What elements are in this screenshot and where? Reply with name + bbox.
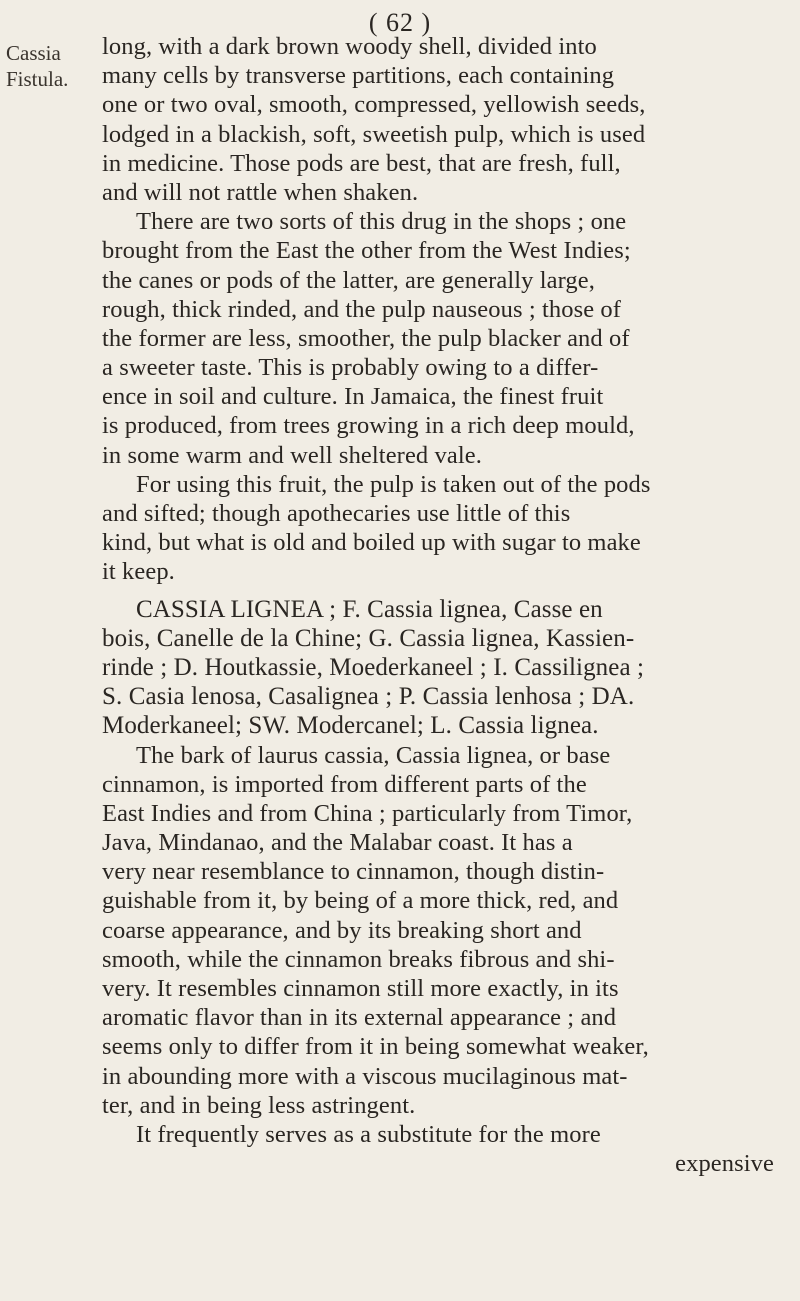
text-line: For using this fruit, the pulp is taken out of the pods bbox=[136, 470, 651, 498]
text-line: Java, Mindanao, and the Malabar coast. It has a bbox=[102, 829, 573, 857]
text-line: and will not rattle when shaken. bbox=[102, 178, 419, 206]
text-line: a sweeter taste. This is probably owing to a differ- bbox=[102, 354, 599, 382]
text-line: is produced, from trees growing in a rich deep mould, bbox=[102, 412, 635, 440]
text-line: long, with a dark brown woody shell, divided into bbox=[102, 33, 597, 60]
text-line: There are two sorts of this drug in the shops ; one bbox=[136, 208, 627, 236]
entry-heading-line: rinde ; D. Houtkassie, Moederkaneel ; I. Cassilignea ; bbox=[102, 653, 645, 681]
text-line: one or two oval, smooth, compressed, yellowish seeds, bbox=[102, 91, 646, 119]
text-line: brought from the East the other from the West Indies; bbox=[102, 237, 631, 265]
margin-note bbox=[6, 40, 68, 92]
page-number: ( 62 ) bbox=[368, 8, 432, 37]
text-line: it keep. bbox=[102, 558, 175, 586]
text-line: very near resemblance to cinnamon, though distin- bbox=[102, 858, 605, 886]
text-line: lodged in a blackish, soft, sweetish pulp, which is used bbox=[102, 120, 646, 148]
text-line: East Indies and from China ; particularly from Timor, bbox=[102, 799, 633, 827]
text-line: many cells by transverse partitions, each containing bbox=[102, 62, 615, 90]
text-line: the former are less, smoother, the pulp blacker and of bbox=[102, 324, 630, 352]
margin-note-line: Cassia bbox=[6, 41, 61, 65]
text-line: It frequently serves as a substitute for the more bbox=[136, 1120, 601, 1148]
text-line: very. It resembles cinnamon still more exactly, in its bbox=[102, 975, 619, 1002]
text-line: ter, and in being less astringent. bbox=[102, 1091, 416, 1119]
entry-heading-line: Moderkaneel; SW. Modercanel; L. Cassia lignea. bbox=[102, 712, 599, 740]
text-line: cinnamon, is imported from different parts of the bbox=[102, 770, 587, 798]
margin-note-line: Fistula. bbox=[6, 67, 69, 91]
text-line: in some warm and well sheltered vale. bbox=[102, 441, 482, 469]
text-line: and sifted; though apothecaries use little of this bbox=[102, 500, 571, 527]
text-line: the canes or pods of the latter, are generally large, bbox=[102, 266, 595, 294]
text-line: in abounding more with a viscous mucilaginous mat- bbox=[102, 1062, 628, 1090]
catchword: expensive bbox=[675, 1150, 774, 1178]
text-line: rough, thick rinded, and the pulp nauseous ; those of bbox=[102, 295, 622, 323]
text-line: coarse appearance, and by its breaking short and bbox=[102, 916, 582, 944]
entry-heading-line: CASSIA LIGNEA ; F. Cassia lignea, Casse en bbox=[136, 595, 603, 623]
text-line: smooth, while the cinnamon breaks fibrous and shi- bbox=[102, 945, 615, 973]
body-text bbox=[102, 32, 774, 1178]
text-line: ence in soil and culture. In Jamaica, the finest fruit bbox=[102, 383, 604, 411]
entry-heading-line: bois, Canelle de la Chine; G. Cassia lignea, Kassien- bbox=[102, 624, 635, 652]
text-line: in medicine. Those pods are best, that are fresh, full, bbox=[102, 149, 621, 177]
text-line: aromatic flavor than in its external appearance ; and bbox=[102, 1004, 617, 1032]
text-line: seems only to differ from it in being somewhat weaker, bbox=[102, 1033, 649, 1061]
text-line: guishable from it, by being of a more thick, red, and bbox=[102, 887, 619, 915]
entry-heading-line: S. Casia lenosa, Casalignea ; P. Cassia lenhosa ; DA. bbox=[102, 683, 635, 711]
text-line: The bark of laurus cassia, Cassia lignea, or base bbox=[136, 741, 611, 769]
text-line: kind, but what is old and boiled up with sugar to make bbox=[102, 529, 641, 557]
